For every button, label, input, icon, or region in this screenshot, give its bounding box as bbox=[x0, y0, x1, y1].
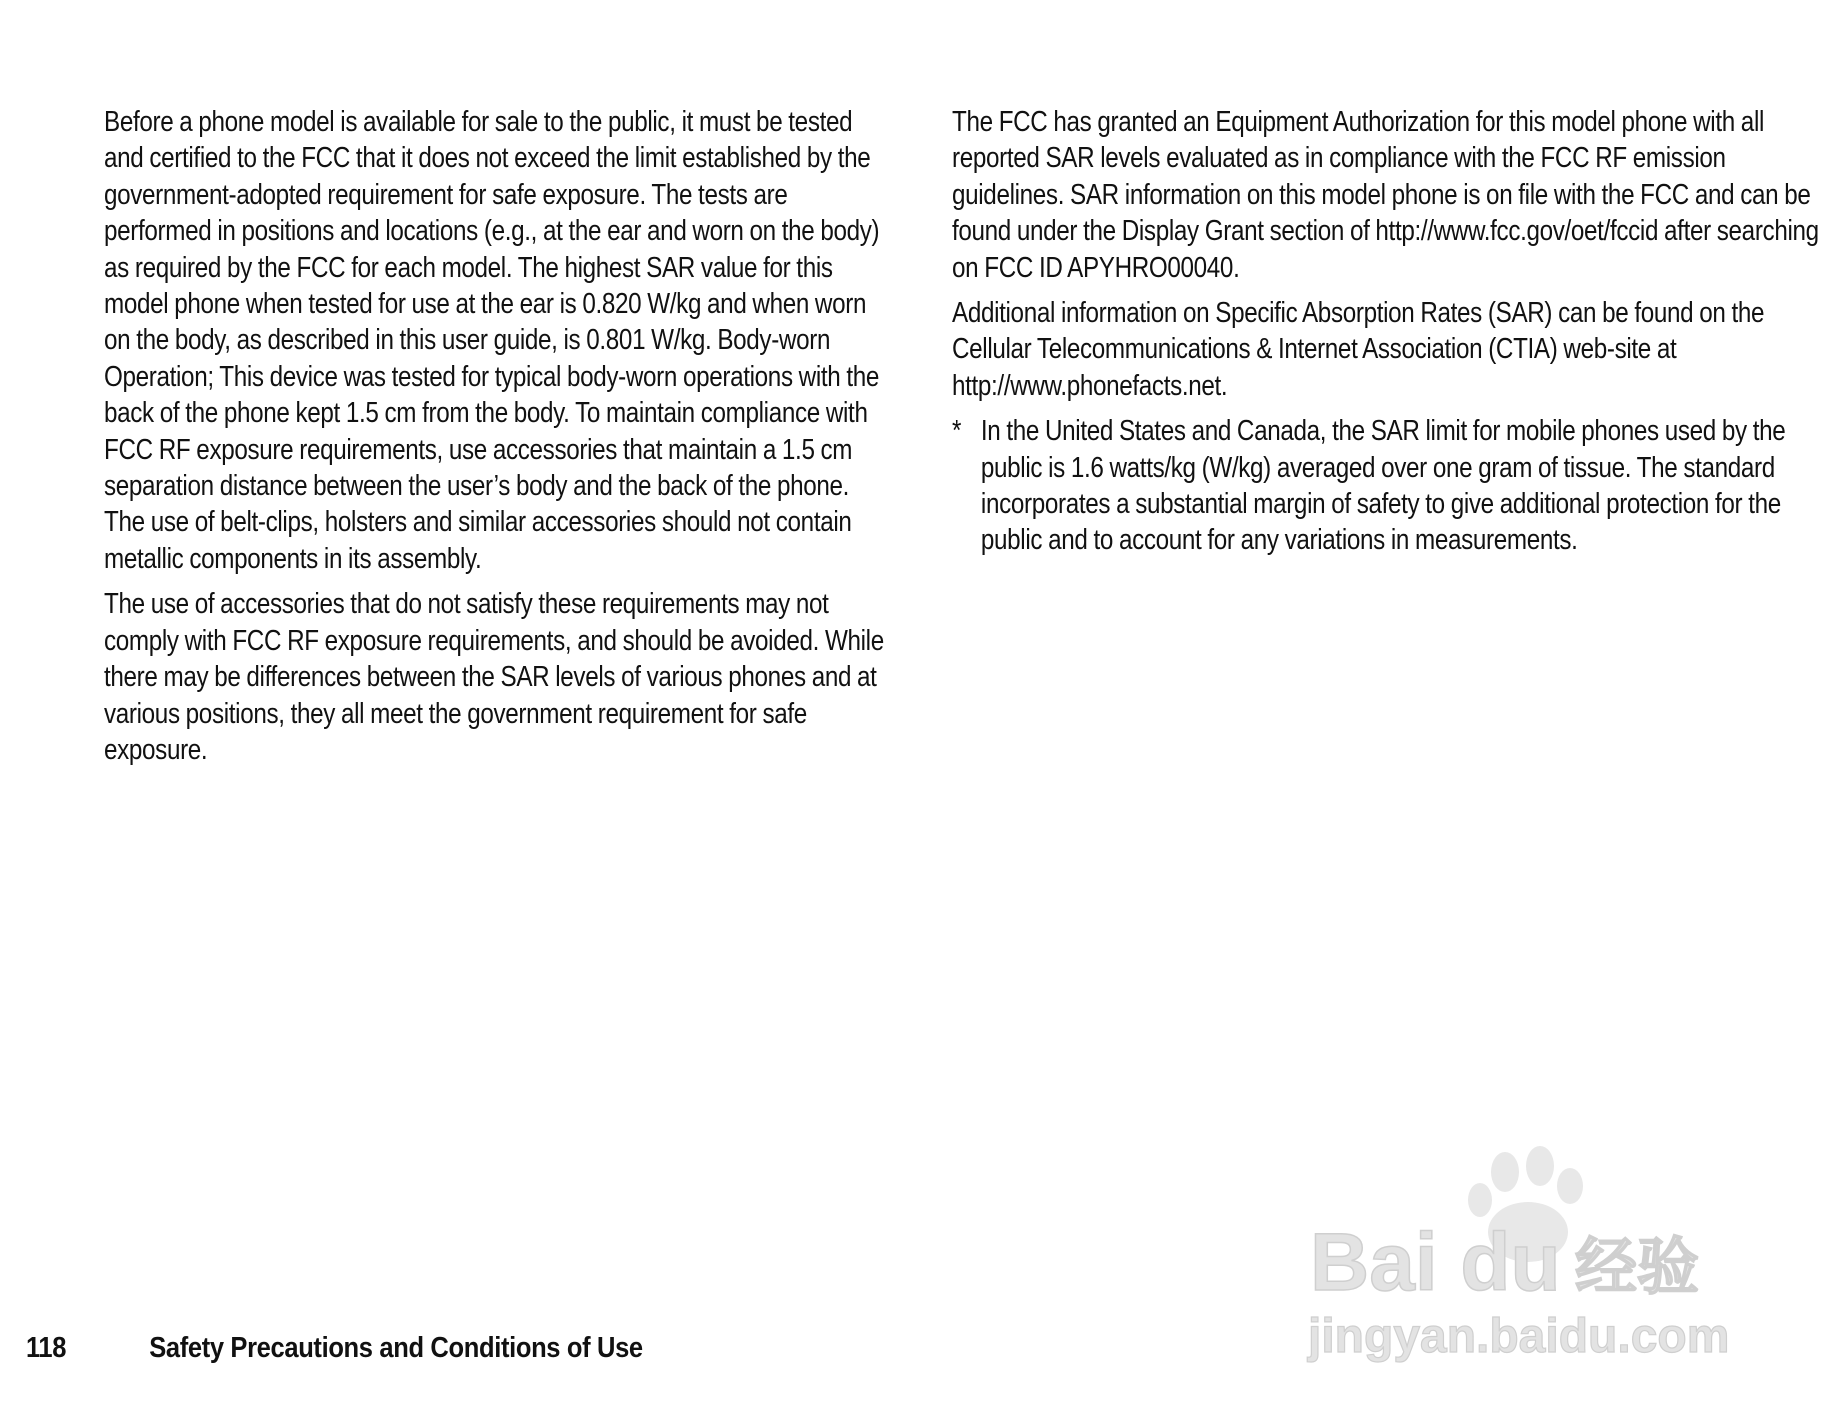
watermark-brand: Bai du bbox=[1310, 1217, 1561, 1308]
footnote bbox=[952, 413, 1819, 559]
paragraph-accessories: The use of accessories that do not satisfy these requirements may not comply with FCC RF exposure requirements, and should be avoided. While there may be differences between the SAR levels of various phones and at various positions, they all meet the government requirement for safe exposure. bbox=[104, 588, 884, 766]
watermark-suffix: 经验 bbox=[1575, 1230, 1700, 1303]
right-column bbox=[952, 104, 1819, 568]
footnote-text: In the United States and Canada, the SAR limit for mobile phones used by the public is 1.6 watts/kg (W/kg) averaged over one gram of tissue. The standard incorporates a substantial margin of safety to give additional protection for the public and to account for any variations in measurements. bbox=[980, 415, 1786, 557]
baidu-watermark-logo bbox=[1300, 1140, 1740, 1370]
watermark-url: jingyan.baidu.com bbox=[1308, 1310, 1730, 1363]
paragraph-additional-info: Additional information on Specific Absorption Rates (SAR) can be found on the Cellular Telecommunications & Internet Association (CTIA) web-site at http://www.phonefacts.net. bbox=[952, 297, 1765, 402]
page-footer bbox=[26, 1330, 643, 1366]
left-column bbox=[104, 104, 886, 777]
page-number: 118 bbox=[26, 1332, 67, 1364]
paragraph-sar-testing: Before a phone model is available for sale to the public, it must be tested and certified to the FCC that it does not exceed the limit established by the government-adopted requirement for safe exposure. The tests are performed in positions and locations (e.g., at the ear and worn on the body) as required by the FCC for each model. The highest SAR value for this model phone when tested for use at the ear is 0.820 W/kg and when worn on the body, as described in this user guide, is 0.801 W/kg. Body-worn Operation; This device was tested for typical body-worn operations with the back of the phone kept 1.5 cm from the body. To maintain compliance with FCC RF exposure requirements, use accessories that maintain a 1.5 cm separation distance between the user’s body and the back of the phone. The use of belt-clips, holsters and similar accessories should not contain metallic components in its assembly. bbox=[104, 106, 880, 575]
paragraph-fcc-authorization: The FCC has granted an Equipment Authorization for this model phone with all reported SAR levels evaluated as in compliance with the FCC RF emission guidelines. SAR information on this model phone is on file with the FCC and can be found under the Display Grant section of http://www.fcc.gov/oet/fccid after searching on FCC ID APYHRO00040. bbox=[952, 106, 1819, 284]
footnote-marker: * bbox=[952, 415, 962, 448]
section-title: Safety Precautions and Conditions of Use bbox=[149, 1332, 643, 1364]
